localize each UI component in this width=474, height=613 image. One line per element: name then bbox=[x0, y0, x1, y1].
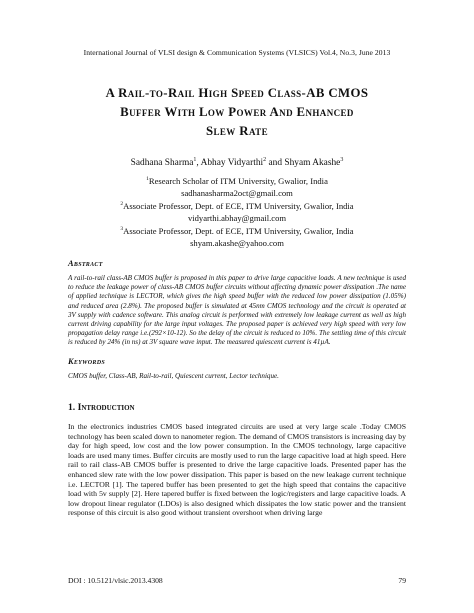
affiliation-line bbox=[68, 199, 406, 212]
author-mark: 1 bbox=[193, 157, 197, 163]
author-mark: 2 bbox=[263, 157, 267, 163]
paper-title bbox=[68, 84, 406, 141]
author-name: Sadhana Sharma bbox=[130, 158, 194, 169]
author-list bbox=[68, 157, 406, 168]
journal-header: International Journal of VLSI design & Communication Systems (VLSICS) Vol.4, No.3, June 2013 bbox=[83, 48, 391, 57]
affiliation-org: Associate Professor, Dept. of ECE, ITM University, Gwalior, India bbox=[123, 201, 354, 212]
abstract-text: A rail-to-rail class-AB CMOS buffer is proposed in this paper to drive large capacitive loads. A new technique is used to reduce the leakage power of class-AB CMOS buffer circuits without affecting dynamic power dissipation .The name of applied technique is LECTOR, which gives the high speed buffer with the reduced low power dissipation (1.05%) and reduced area (2.8%). The proposed buffer is simulated at 45nm CMOS technology and the circuit is operated at 3V supply with cadence software. This analog circuit is performed with extremely low leakage current as well as high current driving capability for the large input voltages. The proposed paper is achieved very high speed with very low propagation delay range i.e.(292×10-12). So the delay of the circuit is reduced to 10%. The settling time of this circuit is reduced by 24% (in ns) at 3V square wave input. The measured quiescent current is 41µA. bbox=[68, 274, 406, 346]
affiliation-org: Associate Professor, Dept. of ECE, ITM University, Gwalior, India bbox=[123, 226, 354, 237]
introduction-heading: 1. Introduction bbox=[68, 402, 135, 414]
introduction-text: In the electronics industries CMOS based integrated circuits are used at very large scale .Today CMOS technology has been scaled down to nanometer region. The demand of CMOS transistors is increasing day by day for high speed, low cost and the low power consumption. In the CMOS technology, large capacitive loads are used many times. Buffer circuits are mostly used to run the large capacitive load at high speed. Here rail to rail class-AB CMOS buffer is presented to drive the large capacitive loads. Presented paper has the enhanced slew rate with the low power dissipation. This paper is based on the new leakage current technique i.e. LECTOR [1]. The tapered buffer has been presented to get the high speed that contains the capacitive load with 5v supply [2]. Here tapered buffer is fixed between the logic/registers and large capacitive loads. A low dropout linear regulator (LDOs) is also designed which dissipates the low static power and the transient response of this circuit is also good without transient overshoot when driving large bbox=[68, 422, 406, 518]
title-line: Buffer With Low Power And Enhanced bbox=[120, 105, 354, 119]
author-separator: and bbox=[266, 158, 285, 169]
affiliation-line bbox=[68, 224, 406, 237]
page-footer bbox=[68, 576, 406, 585]
affiliation-mark: 3 bbox=[120, 226, 124, 233]
page-number: 79 bbox=[398, 576, 406, 585]
title-line: Slew Rate bbox=[205, 124, 268, 138]
affiliation-email: sadhanasharma2oct@gmail.com bbox=[181, 187, 293, 198]
author-name: Shyam Akashe bbox=[284, 158, 341, 169]
author-mark: 3 bbox=[340, 157, 344, 163]
title-line: A Rail-to-Rail High Speed Class-AB CMOS bbox=[105, 86, 369, 100]
author-separator: , bbox=[196, 158, 201, 169]
doi-text: DOI : 10.5121/vlsic.2013.4308 bbox=[68, 576, 163, 585]
affiliation-email: vidyarthi.abhay@gmail.com bbox=[187, 212, 287, 223]
affiliation-line bbox=[68, 174, 406, 187]
affiliation-mark: 2 bbox=[120, 201, 124, 208]
affiliations bbox=[68, 174, 406, 249]
affiliation-mark: 1 bbox=[146, 176, 149, 183]
affiliation-org: Research Scholar of ITM University, Gwalior, India bbox=[148, 175, 328, 186]
abstract-heading: Abstract bbox=[68, 259, 103, 269]
keywords-text: CMOS buffer, Class-AB, Rail-to-rail, Quiescent current, Lector technique. bbox=[68, 372, 279, 381]
keywords-heading: Keywords bbox=[68, 357, 105, 367]
author-name: Abhay Vidyarthi bbox=[200, 158, 264, 169]
affiliation-email: shyam.akashe@yahoo.com bbox=[190, 237, 284, 248]
